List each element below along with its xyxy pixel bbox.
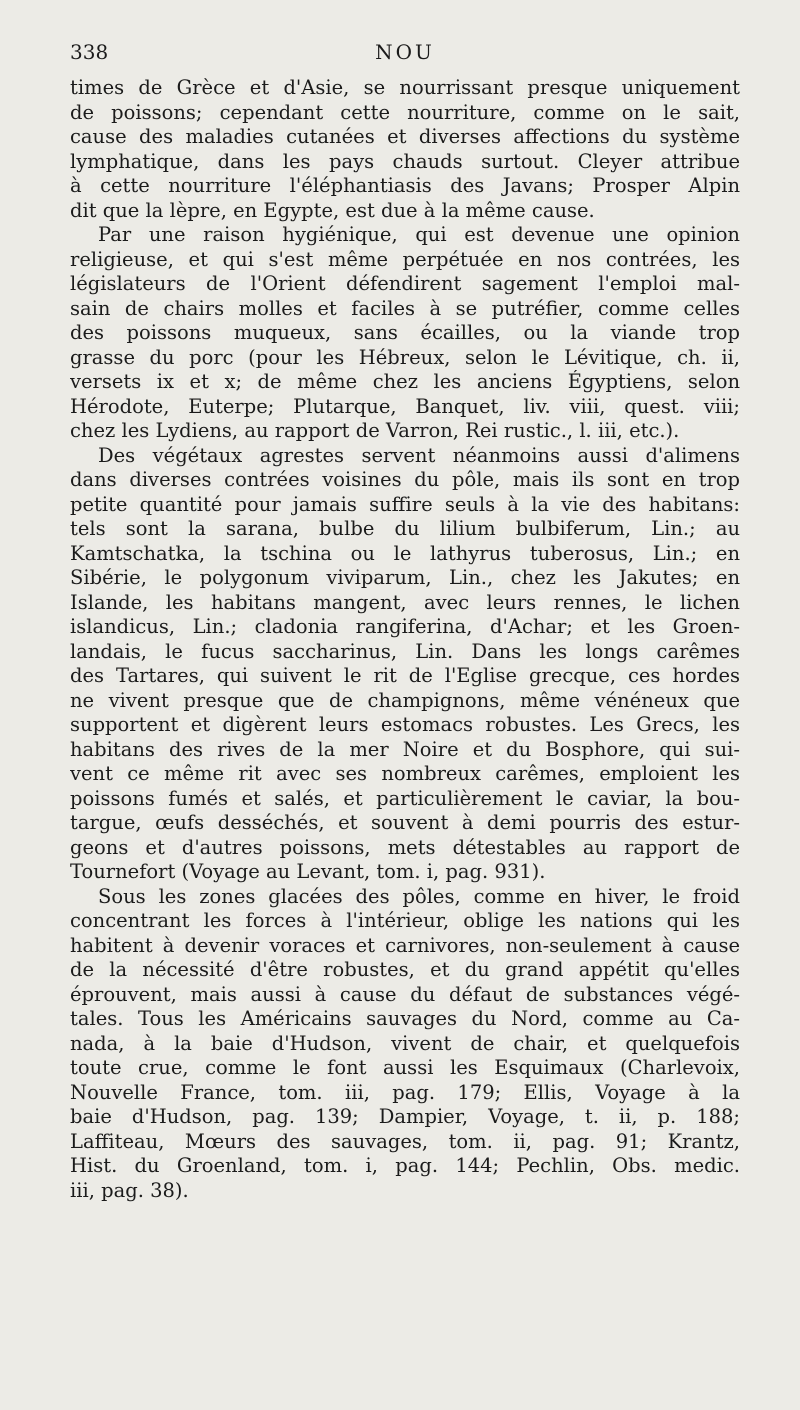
text-line: baie d'Hudson, pag. 139; Dampier, Voyage, t. ii, p. 188;: [70, 1105, 740, 1128]
text-line: poissons fumés et salés, et particulièrement le caviar, la bou-: [70, 786, 740, 810]
text-line: petite quantité pour jamais suffire seuls à la vie des habitans:: [70, 492, 740, 516]
text-line: geons et d'autres poissons, mets détestables au rapport de: [70, 835, 740, 859]
text-line: de poissons; cependant cette nourriture, comme on le sait,: [70, 100, 740, 124]
text-line: vent ce même rit avec ses nombreux carêmes, emploient les: [70, 762, 740, 785]
text-line: concentrant les forces à l'intérieur, oblige les nations qui les: [70, 909, 740, 932]
body-text: [70, 76, 740, 1203]
text-line: Laffiteau, Mœurs des sauvages, tom. ii, pag. 91; Krantz,: [70, 1129, 740, 1153]
text-line: des poissons muqueux, sans écailles, ou la viande trop: [70, 321, 740, 344]
text-line: tels sont la sarana, bulbe du lilium bulbiferum, Lin.; au: [70, 517, 740, 540]
text-line: times de Grèce et d'Asie, se nourrissant presque uniquement: [70, 76, 740, 99]
text-line: Par une raison hygiénique, qui est devenue une opinion: [98, 223, 740, 246]
text-line: ne vivent presque que de champignons, même vénéneux que: [70, 688, 740, 712]
text-line: Nouvelle France, tom. iii, pag. 179; Ellis, Voyage à la: [70, 1080, 740, 1104]
text-line: targue, œufs desséchés, et souvent à demi pourris des estur-: [70, 811, 740, 834]
text-line: Sibérie, le polygonum viviparum, Lin., chez les Jakutes; en: [70, 566, 740, 589]
text-line: chez les Lydiens, au rapport de Varron, Rei rustic., l. iii, etc.).: [70, 419, 680, 442]
text-line: habitent à devenir voraces et carnivores, non-seulement à cause: [70, 933, 740, 957]
text-line: de la nécessité d'être robustes, et du grand appétit qu'elles: [70, 958, 740, 981]
text-line: Kamtschatka, la tschina ou le lathyrus tuberosus, Lin.; en: [70, 541, 740, 565]
text-line: cause des maladies cutanées et diverses affections du système: [70, 125, 740, 148]
text-line: dans diverses contrées voisines du pôle, mais ils sont en trop: [70, 468, 740, 491]
text-line: Sous les zones glacées des pôles, comme en hiver, le froid: [98, 884, 740, 908]
text-line: religieuse, et qui s'est même perpétuée en nos contrées, les: [70, 247, 740, 271]
text-line: Des végétaux agrestes servent néanmoins aussi d'alimens: [98, 443, 740, 467]
text-line: des Tartares, qui suivent le rit de l'Eglise grecque, ces hordes: [70, 664, 740, 687]
running-head: NOU: [375, 40, 435, 64]
text-line: habitans des rives de la mer Noire et du Bosphore, qui sui-: [70, 737, 740, 761]
text-line: Tournefort (Voyage au Levant, tom. i, pag. 931).: [70, 860, 546, 883]
page-number: 338: [70, 40, 109, 64]
text-line: versets ix et x; de même chez les anciens Égyptiens, selon: [70, 370, 740, 393]
text-line: iii, pag. 38).: [70, 1178, 189, 1202]
text-line: grasse du porc (pour les Hébreux, selon le Lévitique, ch. ii,: [70, 345, 740, 369]
text-line: législateurs de l'Orient défendirent sagement l'emploi mal-: [70, 272, 740, 295]
text-line: nada, à la baie d'Hudson, vivent de chair, et quelquefois: [70, 1031, 740, 1055]
text-line: Hist. du Groenland, tom. i, pag. 144; Pechlin, Obs. medic.: [70, 1154, 740, 1177]
text-line: lymphatique, dans les pays chauds surtout. Cleyer attribue: [70, 149, 740, 173]
text-line: toute crue, comme le font aussi les Esquimaux (Charlevoix,: [70, 1056, 740, 1079]
text-line: Islande, les habitans mangent, avec leurs rennes, le lichen: [70, 590, 740, 614]
text-line: dit que la lèpre, en Egypte, est due à la même cause.: [70, 198, 595, 222]
page-header: [70, 36, 740, 66]
text-line: sain de chairs molles et faciles à se putréfier, comme celles: [70, 296, 740, 320]
text-line: supportent et digèrent leurs estomacs robustes. Les Grecs, les: [70, 713, 740, 736]
text-line: tales. Tous les Américains sauvages du Nord, comme au Ca-: [70, 1007, 740, 1030]
text-line: Hérodote, Euterpe; Plutarque, Banquet, liv. viii, quest. viii;: [70, 394, 740, 418]
text-line: éprouvent, mais aussi à cause du défaut de substances végé-: [70, 982, 740, 1006]
text-line: islandicus, Lin.; cladonia rangiferina, d'Achar; et les Groen-: [70, 615, 740, 638]
text-line: landais, le fucus saccharinus, Lin. Dans les longs carêmes: [70, 639, 740, 663]
text-line: à cette nourriture l'éléphantiasis des Javans; Prosper Alpin: [70, 174, 740, 197]
